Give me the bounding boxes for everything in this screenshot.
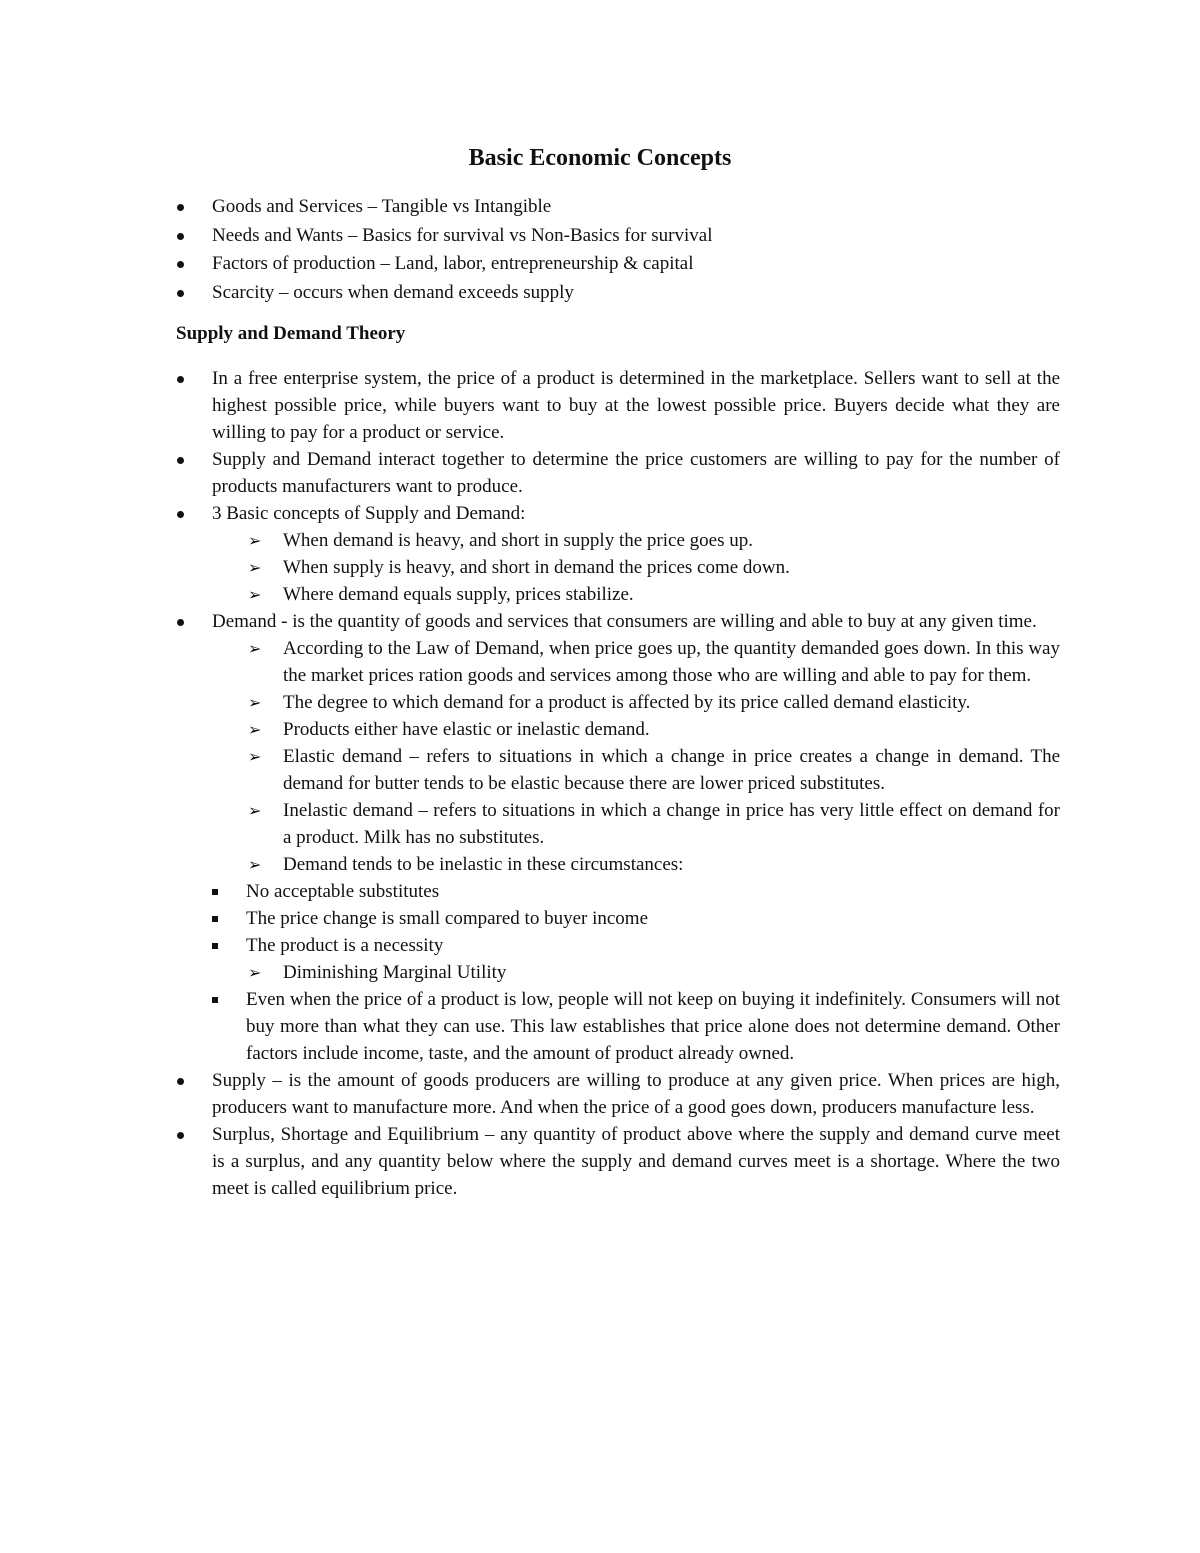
list-item [176,1121,1060,1202]
arrowhead-bullet-icon: ➢ [248,747,262,766]
sub-list-item [248,743,1060,797]
sub-sub-list [176,986,1060,1067]
sub-list-item [248,527,1060,554]
sub-sub-list [176,878,1060,959]
list-item [176,1067,1060,1121]
list-item [176,250,1060,279]
sub-list-item-text: Inelastic demand – refers to situations in which a change in price has very little effect on demand for a product. Milk has no substitutes. [283,800,1060,848]
list-item-row [176,608,1060,635]
square-bullet-icon [212,889,218,895]
sub-list [176,635,1060,1067]
document-title: Basic Economic Concepts [468,145,732,171]
supply-demand-list [176,365,1060,1202]
list-item-text: Scarcity – occurs when demand exceeds supply [212,281,574,303]
sub-list-item [176,851,1060,959]
list-item-text: Supply and Demand interact together to determine the price customers are willing to pay for the number of products manufacturers want to produce. [212,449,1060,497]
list-item-text: Factors of production – Land, labor, entrepreneurship & capital [212,253,694,274]
sub-sub-list-item [176,932,1060,959]
list-item [176,608,1060,1067]
list-item-text: Needs and Wants – Basics for survival vs Non-Basics for survival [212,224,713,246]
arrowhead-bullet-icon: ➢ [248,693,262,712]
sub-sub-list-item [176,878,1060,905]
arrowhead-bullet-icon: ➢ [248,963,262,982]
square-bullet-icon [212,997,218,1003]
sub-sub-list-item [176,905,1060,932]
list-item-text: Demand - is the quantity of goods and services that consumers are willing and able to buy at any given time. [212,611,1037,632]
arrowhead-bullet-icon: ➢ [248,801,262,820]
arrowhead-bullet-icon: ➢ [248,585,262,604]
sub-list-item-text: Where demand equals supply, prices stabilize. [283,584,634,605]
sub-list-item-text: Demand tends to be inelastic in these circumstances: [283,854,684,875]
list-item [176,500,1060,608]
sub-list-item-text: Products either have elastic or inelastic demand. [283,719,650,740]
intro-list [176,193,1060,307]
list-item-text: Goods and Services – Tangible vs Intangible [212,196,552,217]
sub-sub-list-item-text: Even when the price of a product is low, people will not keep on buying it indefinitely. Consumers will not buy more than what they can use. This law establishes that price alone does not determine demand. Other factors include income, taste, and the amount of product already owned. [246,989,1060,1064]
arrowhead-bullet-icon: ➢ [248,855,262,874]
list-item [176,446,1060,500]
sub-sub-list-item [176,986,1060,1067]
sub-list-item-text: Diminishing Marginal Utility [283,962,507,983]
sub-list-item [248,554,1060,581]
sub-list-item [248,716,1060,743]
section-heading: Supply and Demand Theory [176,323,406,344]
arrowhead-bullet-icon: ➢ [248,558,262,577]
sub-list-item [248,689,1060,716]
list-item [176,365,1060,446]
list-item-text: 3 Basic concepts of Supply and Demand: [212,503,526,524]
sub-list-item [176,959,1060,1067]
square-bullet-icon [212,916,218,922]
list-item-text: In a free enterprise system, the price of a product is determined in the marketplace. Sellers want to sell at the highest possible price, while buyers want to buy at the lowest possible price. Buyers decide what they are willing to pay for a product or service. [212,368,1060,443]
list-item [176,279,1060,308]
sub-sub-list-item-text: The product is a necessity [246,935,444,956]
list-item [176,193,1060,222]
sub-list-item [248,797,1060,851]
arrowhead-bullet-icon: ➢ [248,720,262,739]
list-item-text: Supply – is the amount of goods producers are willing to produce at any given price. When prices are high, producers want to manufacture more. And when the price of a good goes down, producers manufacture less. [212,1070,1060,1118]
sub-list-item [248,581,1060,608]
sub-list-item-text: According to the Law of Demand, when price goes up, the quantity demanded goes down. In this way the market prices ration goods and services among those who are willing and able to pay for them. [283,638,1060,686]
sub-list-item-text: When supply is heavy, and short in demand the prices come down. [283,557,790,578]
square-bullet-icon [212,943,218,949]
sub-list-item [248,635,1060,689]
sub-list-item-row [248,851,1060,878]
arrowhead-bullet-icon: ➢ [248,639,262,658]
sub-list [176,527,1060,608]
sub-list-item-row [248,959,1060,986]
arrowhead-bullet-icon: ➢ [248,531,262,550]
list-item-row [176,500,1060,527]
sub-sub-list-item-text: No acceptable substitutes [246,881,440,902]
sub-list-item-text: Elastic demand – refers to situations in which a change in price creates a change in demand. The demand for butter tends to be elastic because there are lower priced substitutes. [283,746,1060,794]
sub-list-item-text: When demand is heavy, and short in supply the price goes up. [283,530,753,551]
sub-list-item-text: The degree to which demand for a product is affected by its price called demand elasticity. [283,692,971,713]
sub-sub-list-item-text: The price change is small compared to buyer income [246,908,649,929]
list-item-text: Surplus, Shortage and Equilibrium – any quantity of product above where the supply and demand curve meet is a surplus, and any quantity below where the supply and demand curves meet is a shortage. Where the two meet is called equilibrium price. [212,1124,1060,1199]
list-item [176,222,1060,251]
